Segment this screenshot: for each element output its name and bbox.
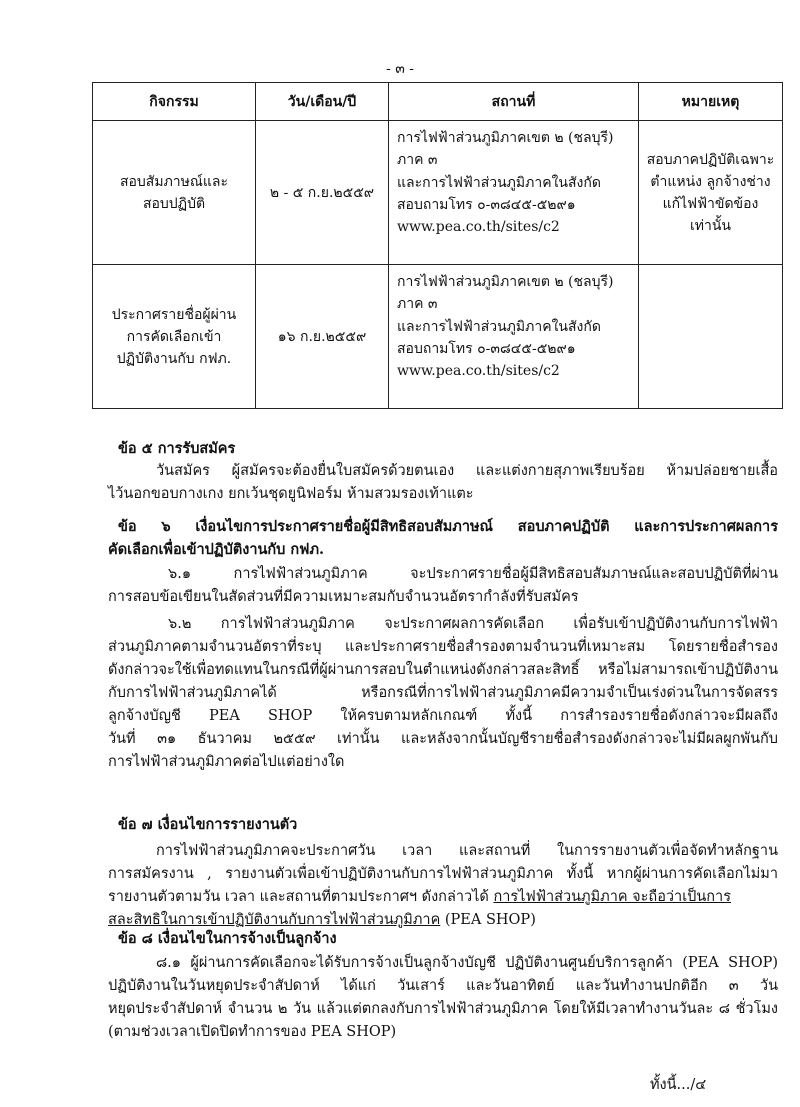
activity-line: การคัดเลือกเข้า [126, 328, 222, 345]
paragraph-line: ลูกจ้างบัญชี PEA SHOP ให้ครบตามหลักเกณฑ์ ทั้งนี้ การสำรองรายชื่อดังกล่าวจะมีผลถึง [108, 708, 778, 724]
section-8 [108, 927, 778, 1044]
header-date: วัน/เดือน/ปี [256, 83, 389, 121]
paragraph-line: ปฏิบัติงานในวันหยุดประจำสัปดาห์ ได้แก่ วันเสาร์ และวันอาทิตย์ และวันทำงานปกติอีก ๓ วัน [108, 978, 778, 994]
paragraph-line: ไว้นอกขอบกางเกง ยกเว้นชุดยูนิฟอร์ม ห้ามสวมรองเท้าแตะ [108, 486, 474, 502]
table-row [93, 265, 783, 409]
website-link[interactable]: www.pea.co.th/sites/c2 [397, 363, 560, 380]
schedule-table [92, 82, 783, 409]
underlined-text: สละสิทธิในการเข้าปฏิบัติงานกับการไฟฟ้าส่วนภูมิภาค [108, 912, 441, 928]
activity-line: ปฏิบัติงานกับ กฟภ. [116, 350, 232, 367]
text-span: (PEA SHOP) [440, 912, 536, 928]
note-cell [639, 121, 783, 265]
activity-line: สอบสัมภาษณ์และ [119, 173, 229, 190]
page-number: - ๓ - [386, 61, 414, 77]
header-place: สถานที่ [389, 83, 639, 121]
paragraph-line [108, 886, 778, 909]
table-header-row [93, 83, 783, 121]
paragraph-line: การไฟฟ้าส่วนภูมิภาคจะประกาศวัน เวลา และสถานที่ ในการรายงานตัวเพื่อจัดทำหลักฐาน [156, 843, 778, 859]
section-6-title: ข้อ ๖ เงื่อนไขการประกาศรายชื่อผู้มีสิทธิสอบสัมภาษณ์ สอบภาคปฏิบัติ และการประกาศผลการ [118, 518, 778, 535]
paragraph-line: ดังกล่าวจะใช้เพื่อทดแทนในกรณีที่ผู้ผ่านการสอบในตำแหน่งดังกล่าวสละสิทธิ์ หรือไม่สามารถเข้าปฏิบัติงาน [108, 662, 778, 678]
date-cell: ๒ - ๕ ก.ย.๒๕๕๙ [256, 121, 389, 265]
paragraph-line: ๖.๒ การไฟฟ้าส่วนภูมิภาค จะประกาศผลการคัดเลือก เพื่อรับเข้าปฏิบัติงานกับการไฟฟ้า [168, 616, 778, 632]
header-note: หมายเหตุ [639, 83, 783, 121]
note-cell [639, 265, 783, 409]
paragraph-line: (ตามช่วงเวลาเปิดปิดทำการของ PEA SHOP) [108, 1024, 397, 1040]
paragraph-line: ส่วนภูมิภาคตามจำนวนอัตราที่ระบุ และประกาศรายชื่อสำรองตามจำนวนที่เหมาะสม โดยรายชื่อสำรอง [108, 639, 778, 655]
date-cell: ๑๖ ก.ย.๒๕๕๙ [256, 265, 389, 409]
section-6 [108, 515, 778, 774]
paragraph-line: การสมัครงาน , รายงานตัวเพื่อเข้าปฏิบัติงานกับการไฟฟ้าส่วนภูมิภาค ทั้งนี้ หากผู้ผ่านการคัดเลือกไม่มา [108, 866, 778, 882]
paragraph-line: วันที่ ๓๑ ธันวาคม ๒๕๕๙ เท่านั้น และหลังจากนั้นบัญชีรายชื่อสำรองดังกล่าวจะไม่มีผลผูกพันกับ [108, 731, 778, 747]
note-line: เท่านั้น [689, 217, 731, 234]
activity-line: สอบปฏิบัติ [142, 195, 206, 212]
activity-line: ประกาศรายชื่อผู้ผ่าน [111, 306, 237, 323]
paragraph-line: หยุดประจำสัปดาห์ จำนวน ๒ วัน แล้วแต่ตกลงกับการไฟฟ้าส่วนภูมิภาค โดยให้มีเวลาทำงานวันละ ๘ ชั่วโมง [108, 1001, 778, 1017]
activity-cell [93, 121, 256, 265]
website-link[interactable]: www.pea.co.th/sites/c2 [397, 219, 560, 236]
note-line: สอบภาคปฏิบัติเฉพาะ [646, 151, 775, 168]
underlined-text: การไฟฟ้าส่วนภูมิภาค จะถือว่าเป็นการ [493, 889, 731, 905]
section-5 [108, 437, 778, 506]
table-row [93, 121, 783, 265]
section-6-title-cont: คัดเลือกเพื่อเข้าปฏิบัติงานกับ กฟภ. [108, 541, 325, 558]
place-line: สอบถามโทร ๐-๓๘๔๕-๕๒๙๑ [397, 340, 576, 357]
activity-cell [93, 265, 256, 409]
note-line: ตำแหน่ง ลูกจ้างช่าง [650, 173, 771, 190]
note-line: แก้ไฟฟ้าขัดข้อง [662, 195, 759, 212]
place-line: การไฟฟ้าส่วนภูมิภาคเขต ๒ (ชลบุรี) [397, 130, 614, 146]
section-7 [108, 813, 778, 932]
place-line: และการไฟฟ้าส่วนภูมิภาคในสังกัด [397, 174, 601, 191]
section-5-title: ข้อ ๕ การรับสมัคร [118, 440, 236, 457]
place-line: ภาค ๓ [397, 296, 438, 313]
place-line: การไฟฟ้าส่วนภูมิภาคเขต ๒ (ชลบุรี) [397, 274, 614, 290]
continuation-footer: ทั้งนี้.../๔ [650, 1077, 707, 1093]
text-span: รายงานตัวตามวัน เวลา และสถานที่ตามประกาศฯ ดังกล่าวได้ [108, 889, 494, 905]
paragraph-line: วันสมัคร ผู้สมัครจะต้องยื่นใบสมัครด้วยตนเอง และแต่งกายสุภาพเรียบร้อย ห้ามปล่อยชายเสื้อ [156, 463, 778, 479]
paragraph-line: ๖.๑ การไฟฟ้าส่วนภูมิภาค จะประกาศรายชื่อผู้มีสิทธิสอบสัมภาษณ์และสอบปฏิบัติที่ผ่าน [168, 566, 778, 582]
header-activity: กิจกรรม [93, 83, 256, 121]
place-cell [389, 121, 639, 265]
place-line: สอบถามโทร ๐-๓๘๔๕-๕๒๙๑ [397, 196, 576, 213]
section-7-title: ข้อ ๗ เงื่อนไขการรายงานตัว [118, 816, 298, 833]
paragraph-line: การสอบข้อเขียนในสัดส่วนที่มีความเหมาะสมกับจำนวนอัตรากำลังที่รับสมัคร [108, 589, 579, 605]
place-line: ภาค ๓ [397, 152, 438, 169]
place-line: และการไฟฟ้าส่วนภูมิภาคในสังกัด [397, 318, 601, 335]
paragraph-line: ๘.๑ ผู้ผ่านการคัดเลือกจะได้รับการจ้างเป็นลูกจ้างบัญชี ปฏิบัติงานศูนย์บริการลูกค้า (PEA SHOP) [156, 955, 778, 971]
paragraph-line: กับการไฟฟ้าส่วนภูมิภาคได้ หรือกรณีที่การไฟฟ้าส่วนภูมิภาคมีความจำเป็นเร่งด่วนในการจัดสรร [108, 685, 778, 701]
place-cell [389, 265, 639, 409]
paragraph-line: การไฟฟ้าส่วนภูมิภาคต่อไปแต่อย่างใด [108, 754, 345, 770]
section-8-title: ข้อ ๘ เงื่อนไขในการจ้างเป็นลูกจ้าง [118, 930, 337, 947]
